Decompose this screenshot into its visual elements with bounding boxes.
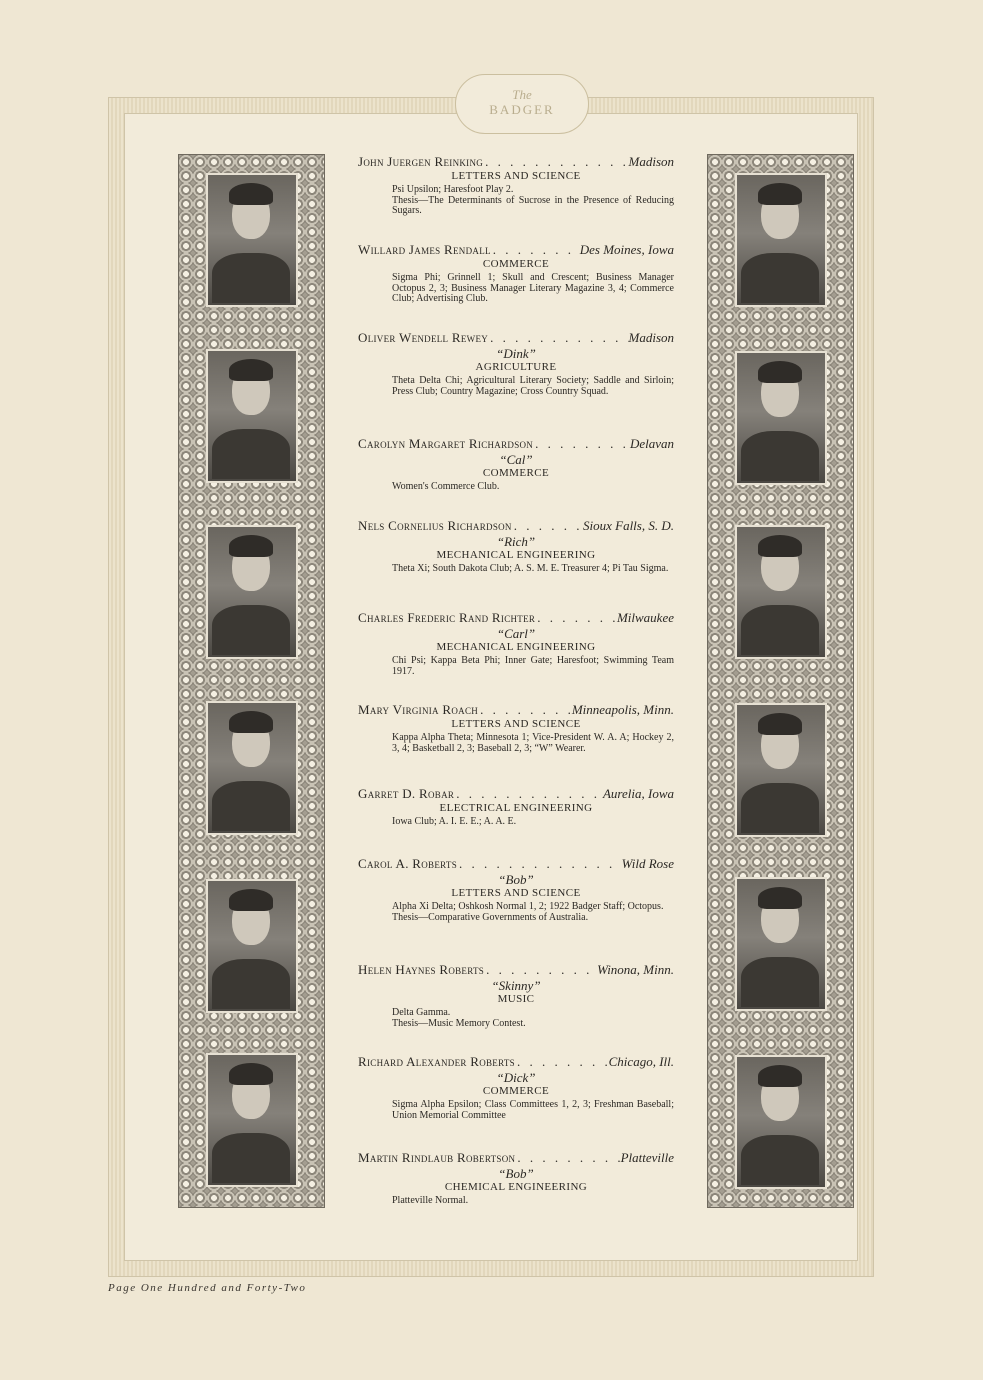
student-name: Willard James Rendall [358, 242, 491, 257]
student-activities [392, 482, 674, 493]
student-entry [358, 518, 674, 575]
student-college: AGRICULTURE [475, 361, 557, 373]
student-activities [392, 817, 674, 828]
student-name: Carol A. Roberts [358, 856, 458, 871]
student-college: LETTERS AND SCIENCE [451, 170, 581, 182]
student-nickname: “Carl” [496, 626, 536, 641]
activity-line: Sigma Alpha Epsilon; Class Committees 1, 2, 3; Freshman Baseball; Union Memorial Committee [392, 1099, 674, 1121]
student-hometown: Aurelia, Iowa [602, 786, 674, 801]
student-college: LETTERS AND SCIENCE [451, 718, 581, 730]
student-college: ELECTRICAL ENGINEERING [439, 802, 593, 814]
portrait-photo [735, 351, 827, 485]
student-entry [358, 1054, 674, 1121]
activity-line: Kappa Alpha Theta; Minnesota 1; Vice-President W. A. A; Hockey 2, 3, 4; Basketball 2, 3; Baseball 2, 3; “W” Wearer. [392, 732, 674, 754]
student-hometown: Chicago, Ill. [608, 1054, 674, 1069]
activity-line: Sigma Phi; Grinnell 1; Skull and Crescent; Business Manager Octopus 2, 3; Business Manager Literary Magazine 3, 4; Commerce Club; Advertising Club. [392, 272, 674, 304]
student-entry [358, 242, 674, 305]
student-nickname: “Cal” [499, 452, 533, 467]
student-entry [358, 1150, 674, 1207]
activity-line: Alpha Xi Delta; Oshkosh Normal 1, 2; 1922 Badger Staff; Octopus. [392, 901, 664, 912]
activity-line: Thesis—Music Memory Contest. [392, 1017, 526, 1029]
student-hometown: Madison [628, 330, 674, 345]
student-college: MECHANICAL ENGINEERING [436, 549, 596, 561]
crest-name-text: BADGER [489, 102, 555, 117]
student-name: John Juergen Reinking [358, 154, 484, 169]
activity-line: Delta Gamma. [392, 1007, 451, 1018]
activity-line: Thesis—Comparative Governments of Australia. [392, 911, 589, 923]
student-entry [358, 786, 674, 828]
badger-crest [455, 74, 589, 134]
student-hometown: Madison [628, 154, 674, 169]
student-hometown: Milwaukee [616, 610, 674, 625]
student-hometown: Minneapolis, Minn. [571, 702, 674, 717]
student-hometown: Platteville [620, 1150, 674, 1165]
activity-line: Thesis—The Determinants of Sucrose in the Presence of Reducing Sugars. [392, 194, 674, 216]
student-entry [358, 856, 674, 923]
student-nickname: “Dink” [496, 346, 536, 361]
student-activities [392, 1100, 674, 1121]
student-activities [392, 656, 674, 677]
activity-line: Iowa Club; A. I. E. E.; A. A. E. [392, 816, 517, 827]
student-activities [392, 273, 674, 305]
crest-the-text: The [512, 87, 532, 102]
activity-line: Theta Delta Chi; Agricultural Literary Society; Saddle and Sirloin; Press Club; Country Magazine; Cross Country Squad. [392, 375, 674, 397]
student-college: COMMERCE [482, 467, 550, 479]
student-entry [358, 610, 674, 677]
portrait-photo [206, 701, 298, 835]
student-nickname: “Bob” [498, 1166, 534, 1181]
portrait-photo [735, 1055, 827, 1189]
student-nickname: “Rich” [496, 534, 536, 549]
activity-line: Chi Psi; Kappa Beta Phi; Inner Gate; Haresfoot; Swimming Team 1917. [392, 655, 674, 677]
student-name: Richard Alexander Roberts [358, 1054, 515, 1069]
student-college: MECHANICAL ENGINEERING [436, 641, 596, 653]
student-college: CHEMICAL ENGINEERING [444, 1181, 588, 1193]
student-college: COMMERCE [482, 258, 550, 270]
student-name: Garret D. Robar [358, 786, 455, 801]
student-name: Charles Frederic Rand Richter [358, 610, 536, 625]
portrait-photo [206, 1053, 298, 1187]
activity-line: Theta Xi; South Dakota Club; A. S. M. E. Treasurer 4; Pi Tau Sigma. [392, 563, 669, 574]
portrait-photo [206, 879, 298, 1013]
student-activities [392, 902, 674, 923]
student-activities [392, 733, 674, 754]
portrait-photo [735, 173, 827, 307]
left-portrait-strip [178, 154, 325, 1208]
portrait-photo [735, 525, 827, 659]
activity-line: Psi Upsilon; Haresfoot Play 2. [392, 184, 514, 195]
student-hometown: Delavan [629, 436, 674, 451]
student-entry [358, 436, 674, 493]
student-hometown: Sioux Falls, S. D. [583, 518, 674, 533]
student-hometown: Wild Rose [621, 856, 674, 871]
student-entry [358, 154, 674, 217]
portrait-photo [206, 525, 298, 659]
student-college: MUSIC [497, 993, 535, 1005]
student-hometown: Des Moines, Iowa [579, 242, 674, 257]
page-number-label: Page One Hundred and Forty-Two [108, 1282, 307, 1294]
student-activities [392, 185, 674, 217]
student-name: Martin Rindlaub Robertson [358, 1150, 516, 1165]
student-entry [358, 702, 674, 754]
student-college: COMMERCE [482, 1085, 550, 1097]
student-name: Helen Haynes Roberts [358, 962, 485, 977]
student-activities [392, 376, 674, 397]
portrait-photo [206, 173, 298, 307]
student-nickname: “Skinny” [491, 978, 541, 993]
activity-line: Women's Commerce Club. [392, 481, 500, 492]
student-entry [358, 962, 674, 1029]
student-name: Nels Cornelius Richardson [358, 518, 512, 533]
student-nickname: “Dick” [496, 1070, 536, 1085]
student-entry [358, 330, 674, 397]
student-hometown: Winona, Minn. [597, 962, 674, 977]
student-activities [392, 1008, 674, 1029]
right-portrait-strip [707, 154, 854, 1208]
portrait-photo [735, 877, 827, 1011]
portrait-photo [206, 349, 298, 483]
student-name: Oliver Wendell Rewey [358, 330, 489, 345]
student-activities [392, 564, 674, 575]
student-name: Carolyn Margaret Richardson [358, 436, 534, 451]
activity-line: Platteville Normal. [392, 1195, 469, 1206]
student-name: Mary Virginia Roach [358, 702, 479, 717]
student-nickname: “Bob” [498, 872, 534, 887]
student-activities [392, 1196, 674, 1207]
portrait-photo [735, 703, 827, 837]
student-college: LETTERS AND SCIENCE [451, 887, 581, 899]
